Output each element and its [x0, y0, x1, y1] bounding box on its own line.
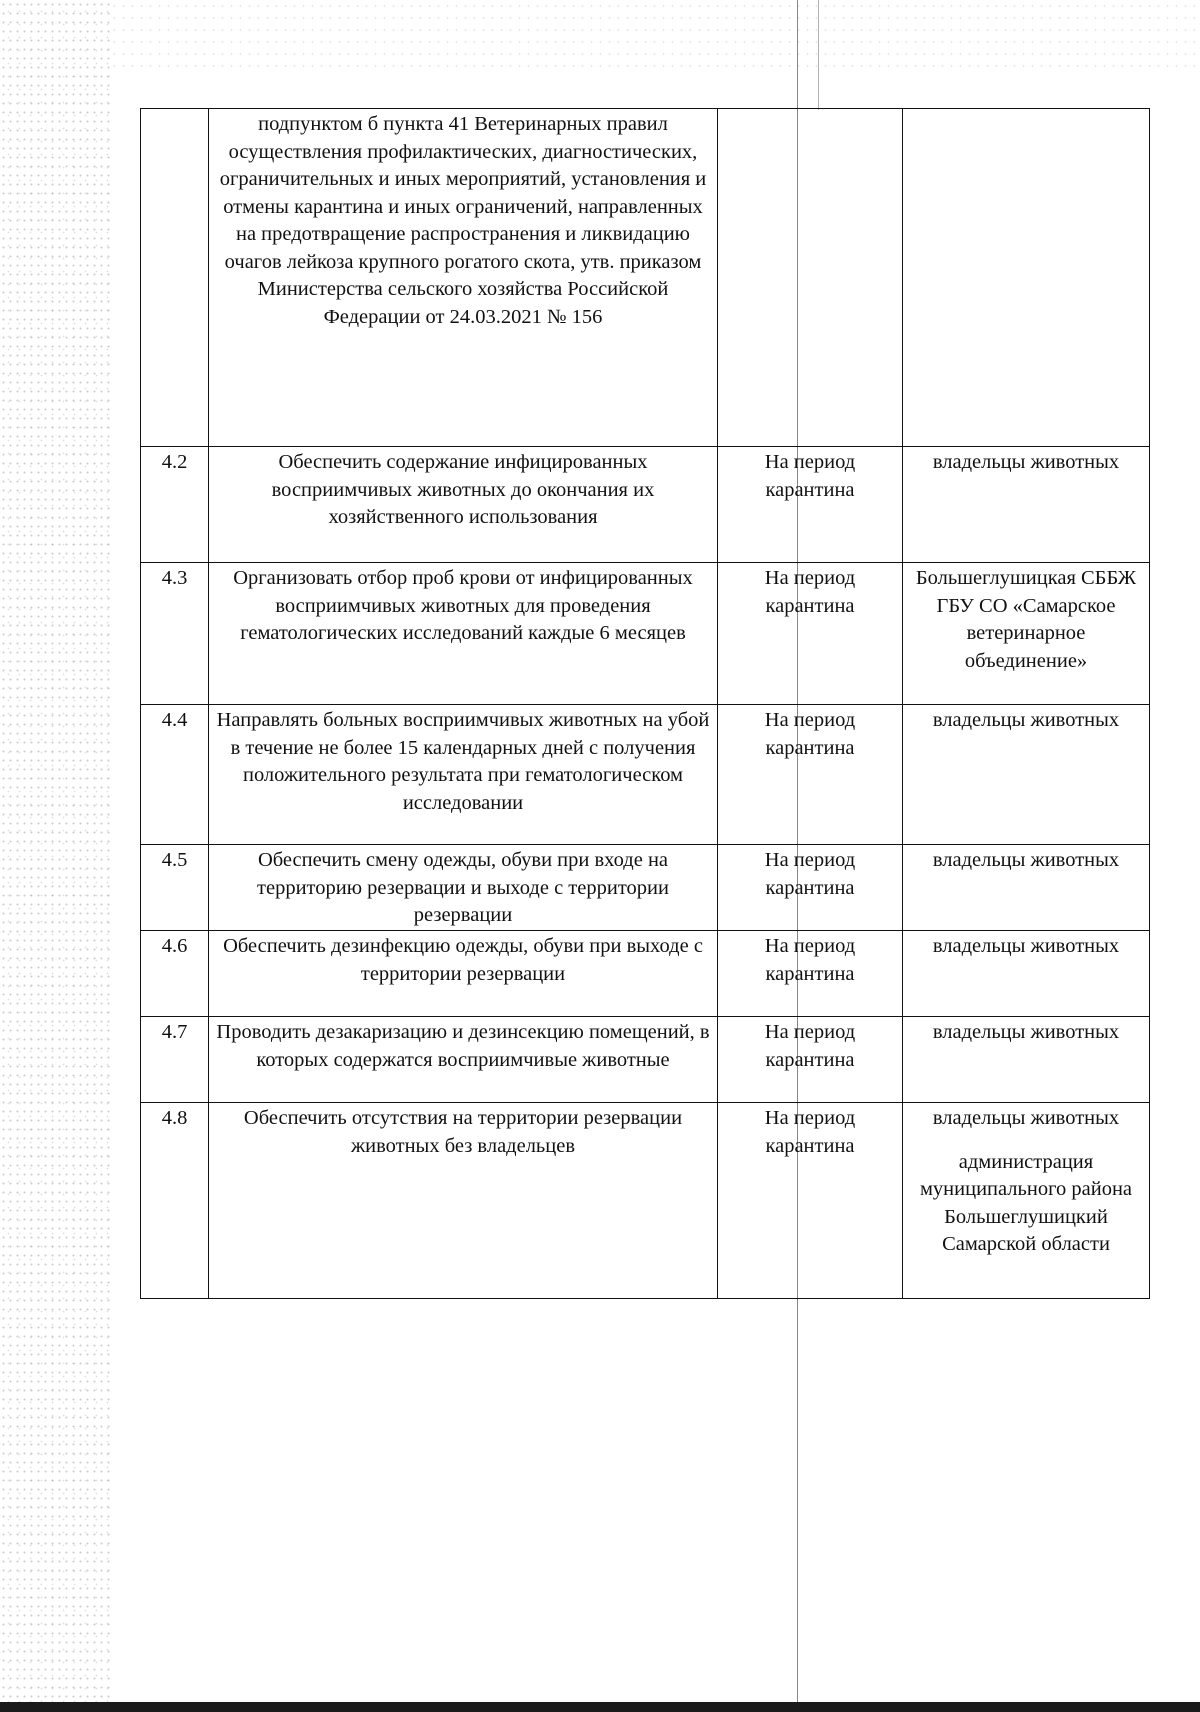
responsible-extra-text: администрация муниципального района Большеглушицкий Самарской области	[919, 1150, 1133, 1255]
table-row	[141, 1103, 1150, 1299]
term-text: На период карантина	[718, 447, 903, 563]
measure-text: Обеспечить отсутствия на территории резервации животных без владельцев	[209, 1103, 718, 1299]
measure-text: Обеспечить смену одежды, обуви при входе на территорию резервации и выходе с территории резервации	[209, 845, 718, 931]
measure-text: Организовать отбор проб крови от инфицированных восприимчивых животных для проведения гематологических исследований каждые 6 месяцев	[209, 563, 718, 705]
scan-noise-left	[0, 0, 110, 1712]
table-row	[141, 931, 1150, 1017]
table-row	[141, 563, 1150, 705]
row-number: 4.6	[141, 931, 209, 1017]
measure-text: Обеспечить дезинфекцию одежды, обуви при выходе с территории резервации	[209, 931, 718, 1017]
table-row	[141, 705, 1150, 845]
responsible-text: владельцы животных	[903, 447, 1150, 563]
measures-table	[140, 108, 1150, 1299]
row-number: 4.2	[141, 447, 209, 563]
responsible-text: владельцы животных	[903, 1017, 1150, 1103]
table-row	[141, 845, 1150, 931]
measure-text: Проводить дезакаризацию и дезинсекцию помещений, в которых содержатся восприимчивые животные	[209, 1017, 718, 1103]
measure-text: подпунктом б пункта 41 Ветеринарных правил осуществления профилактических, диагностических, ограничительных и иных мероприятий, установления и отмены карантина и иных ограничений, направленных на предотвращение распространения и ликвидацию очагов лейкоза крупного рогатого скота, утв. приказом Министерства сельского хозяйства Российской Федерации от 24.03.2021 № 156	[209, 109, 718, 447]
responsible-text: Большеглушицкая СББЖ ГБУ СО «Самарское ветеринарное объединение»	[903, 563, 1150, 705]
row-number	[141, 109, 209, 447]
row-number: 4.5	[141, 845, 209, 931]
term-text: На период карантина	[718, 931, 903, 1017]
row-number: 4.7	[141, 1017, 209, 1103]
measure-text: Направлять больных восприимчивых животных на убой в течение не более 15 календарных дней с получения положительного результата при гематологическом исследовании	[209, 705, 718, 845]
table-row	[141, 109, 1150, 447]
responsible-cell	[903, 1103, 1150, 1299]
table-row	[141, 447, 1150, 563]
row-number: 4.4	[141, 705, 209, 845]
term-text: На период карантина	[718, 1017, 903, 1103]
term-text: На период карантина	[718, 1103, 903, 1299]
responsible-text: владельцы животных	[903, 705, 1150, 845]
row-number: 4.8	[141, 1103, 209, 1299]
term-text: На период карантина	[718, 563, 903, 705]
measure-text: Обеспечить содержание инфицированных восприимчивых животных до окончания их хозяйственного использования	[209, 447, 718, 563]
responsible-text: владельцы животных	[903, 931, 1150, 1017]
scan-fold-line-2	[818, 0, 819, 110]
responsible-text: владельцы животных	[903, 845, 1150, 931]
table-row	[141, 1017, 1150, 1103]
responsible-text: владельцы животных	[932, 1107, 1120, 1129]
responsible-text	[903, 109, 1150, 447]
row-number: 4.3	[141, 563, 209, 705]
scan-bottom-edge	[0, 1702, 1200, 1712]
term-text: На период карантина	[718, 845, 903, 931]
term-text: На период карантина	[718, 705, 903, 845]
scan-noise-top	[110, 0, 1200, 70]
term-text	[718, 109, 903, 447]
